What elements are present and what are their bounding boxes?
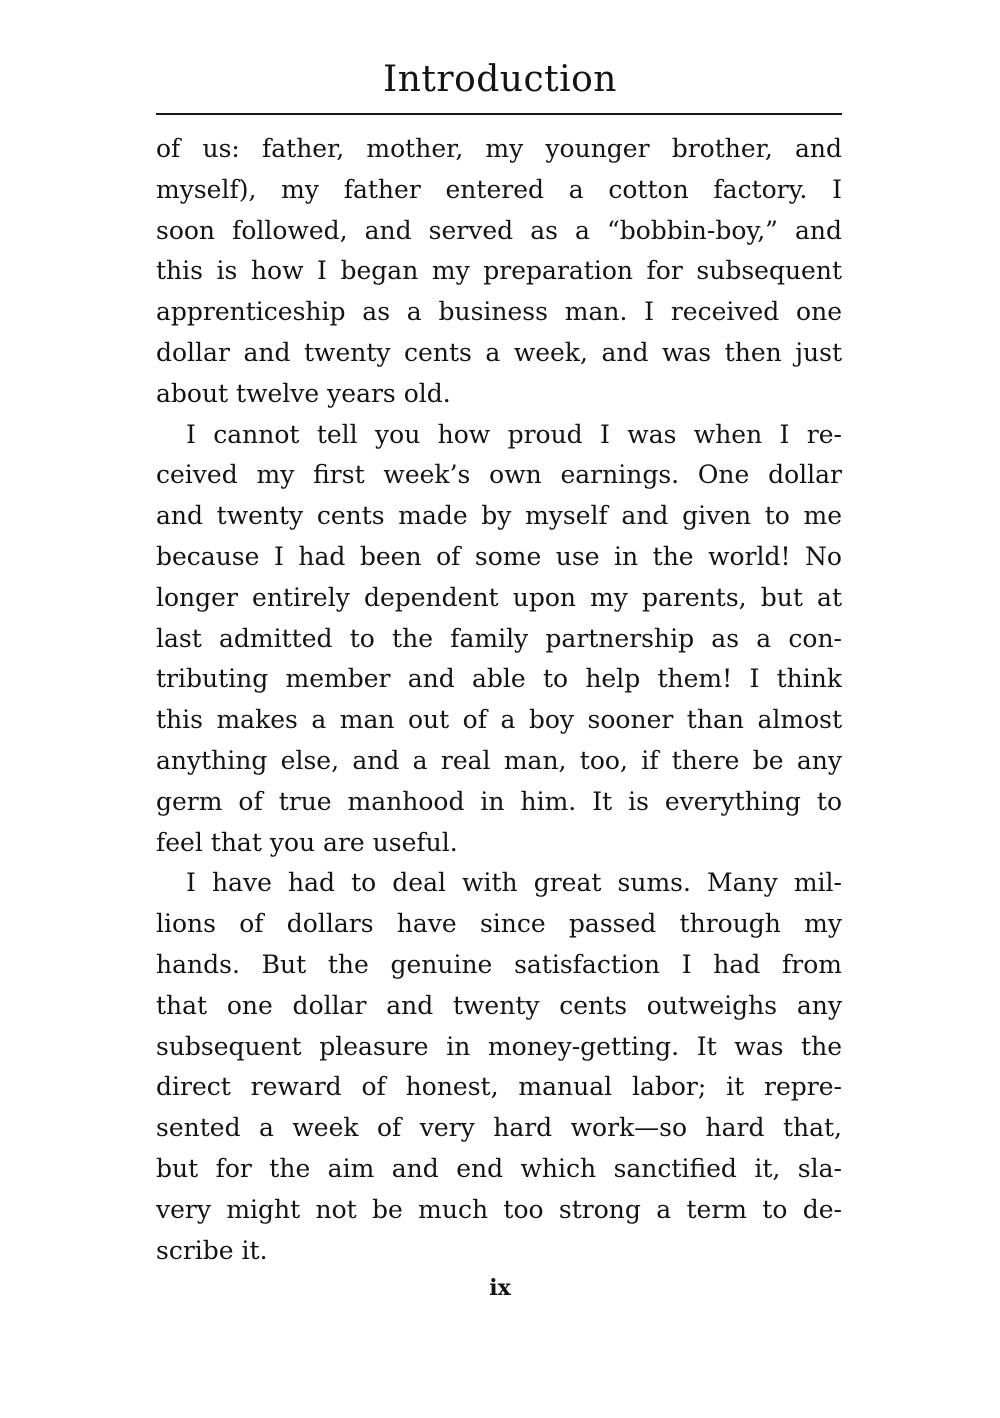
text-line: scribe it. xyxy=(156,1235,268,1265)
text-line: tributing member and able to help them! I think xyxy=(156,664,842,694)
header-rule xyxy=(156,113,842,115)
paragraph xyxy=(156,129,842,415)
text-line: because I had been of some use in the world! No xyxy=(156,541,842,571)
text-line: soon followed, and served as a “bobbin-boy,” and xyxy=(156,215,842,245)
text-line: apprenticeship as a business man. I received one xyxy=(156,297,842,327)
text-line: that one dollar and twenty cents outweighs any xyxy=(156,990,842,1020)
text-line: direct reward of honest, manual labor; it repre- xyxy=(156,1072,842,1102)
body-text xyxy=(156,129,842,1271)
text-line: anything else, and a real man, too, if there be any xyxy=(156,745,842,775)
text-line: feel that you are useful. xyxy=(156,827,458,857)
text-line: dollar and twenty cents a week, and was then just xyxy=(156,337,842,367)
text-line: very might not be much too strong a term to de- xyxy=(156,1194,842,1224)
text-line: I cannot tell you how proud I was when I re- xyxy=(186,419,842,449)
text-line: last admitted to the family partnership as a con- xyxy=(156,623,842,653)
text-line: longer entirely dependent upon my parents, but at xyxy=(156,582,842,612)
paragraph xyxy=(156,415,842,864)
text-line: about twelve years old. xyxy=(156,378,451,408)
text-line: germ of true manhood in him. It is everything to xyxy=(156,786,842,816)
page-number: ix xyxy=(489,1275,511,1301)
text-line: hands. But the genuine satisfaction I had from xyxy=(156,949,842,979)
text-line: this makes a man out of a boy sooner than almost xyxy=(156,705,842,735)
text-line: lions of dollars have since passed through my xyxy=(156,909,842,939)
paragraph xyxy=(156,863,842,1271)
text-line: ceived my first week’s own earnings. One dollar xyxy=(156,460,842,490)
text-line: sented a week of very hard work—so hard that, xyxy=(156,1113,842,1143)
text-line: of us: father, mother, my younger brother, and xyxy=(156,134,842,163)
text-line: and twenty cents made by myself and given to me xyxy=(156,501,842,531)
text-line: but for the aim and end which sanctified it, sla- xyxy=(156,1153,842,1183)
text-line: subsequent pleasure in money-getting. It was the xyxy=(156,1031,842,1061)
running-head: Introduction xyxy=(383,59,617,100)
text-line: this is how I began my preparation for subsequent xyxy=(156,256,842,286)
text-line: myself), my father entered a cotton factory. I xyxy=(156,174,842,204)
text-line: I have had to deal with great sums. Many mil- xyxy=(186,868,842,898)
